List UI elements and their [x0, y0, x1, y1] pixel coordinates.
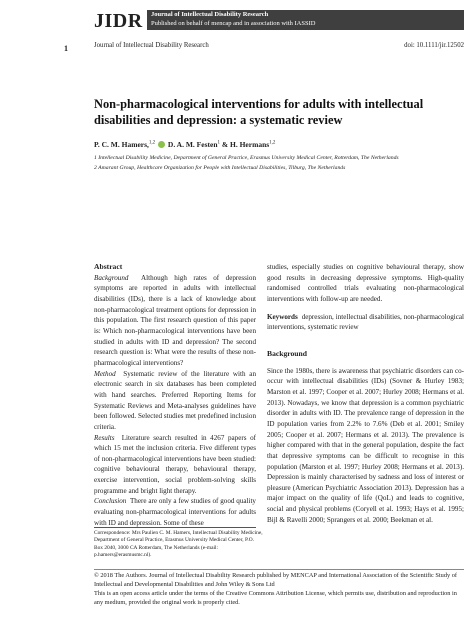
banner-publisher-line: Published on behalf of mencap and in association with IASSID	[151, 20, 316, 27]
abstract-label: Conclusion	[94, 497, 127, 506]
article-title: Non-pharmacological interventions for adults with intellectual disabilities and depression: a systematic review	[94, 97, 424, 127]
keywords-text: depression, intellectual disabilities, non-pharmacological interventions, systematic review	[267, 312, 464, 332]
keywords-label: Keywords	[267, 312, 298, 321]
background-text: Since the 1980s, there is awareness that psychiatric disorders can co-occur with intellectual disabilities (IDs) (Sovner & Hurley 1983; Marston et al. 1997; Cooper et al. 2007; Hurley 2008; Hermans et al. 2013). Nowadays, we know that depression is a common psychiatric disorder in adults with ID. The prevalence range of depression in the ID population varies from 2.2% to 7.6% (Deb et al. 2001; Smiley 2005; Cooper et al. 2007; Hermans et al. 2013). The prevalence is higher compared with that in the general population, despite the fact that depressive symptoms can be difficult to recognise in this population (Marston et al. 1997; Hurley 2008; Hermans et al. 2013). Depression is mainly characterised by sadness and loss of interest or pleasure (American Psychiatric Association 2013). Depression has a major impact on the quality of life (QoL) and leads to cognitive, social and physical problems (Coryell et al. 1993; Hays et al. 1995; Bijl & Ravelli 2000; Sprangers et al. 2000; Beekman et al.	[267, 366, 464, 524]
abstract-text: Literature search resulted in 4267 papers of which 15 met the inclusion criteria. Five different types of non-pharmacological interventions have been studied: cognitive behavioural therapy, behavioural therapy, exercise intervention, social problem-solving skills programme and bright light therapy.	[94, 433, 257, 495]
affiliation: 1 Intellectual Disability Medicine, Department of General Practice, Erasmus University Medical Center, Rotterdam, The Netherlands	[94, 155, 399, 161]
affiliation: 2 Amarant Group, Healthcare Organization for People with Intellectual Disabilities, Tilburg, The Netherlands	[94, 165, 346, 171]
author-name[interactable]: & H. Hermans	[221, 140, 270, 149]
journal-logo: JIDR	[94, 10, 143, 32]
abstract-results	[94, 433, 256, 497]
copyright-footer: © 2018 The Authors. Journal of Intellectual Disability Research published by MENCAP and International Association of the Scientific Study of Intellectual and Developmental Disabilities and John Wiley & Sons Ltd This is an open access article under the terms of the Creative Commons Attribution License, which permits use, distribution and reproduction in any medium, provided the original work is properly cited.	[94, 572, 457, 606]
divider	[94, 569, 464, 570]
right-column	[267, 262, 464, 525]
journal-banner	[147, 10, 464, 30]
abstract-text: Systematic review of the literature with an electronic search in six databases has been completed with hand searches. Preferred Reporting Items for Systematic Reviews and Meta-analyses guidelines have been followed. Selected studies met predefined inclusion criteria.	[94, 369, 256, 431]
orcid-icon[interactable]	[158, 141, 165, 148]
abstract-conclusion	[94, 496, 256, 528]
banner-journal-title: Journal of Intellectual Disability Research	[151, 11, 269, 18]
abstract-label: Method	[94, 369, 116, 378]
page-number: 1	[64, 44, 68, 53]
author-affiliation-mark: 1	[217, 140, 220, 146]
correspondence-note: Correspondence: Mrs Paulien C. M. Hamers, Intellectual Disability Medicine, Department of General Practice, Erasmus University Medical Center, P.O. Box 2040, 3000 CA Rotterdam, The Netherlands (e-mail: p.hamers@erasmusmc.nl).	[94, 530, 263, 558]
abstract-text: Although high rates of depression symptoms are reported in adults with intellectual disabilities (IDs), there is a lack of knowledge about non-pharmacological treatment options for depression in this population. The first research question of this paper is: Which non-pharmacological interventions have been studied in adults with ID and depression? The second research question is: What were the results of these non-pharmacological interventions?	[94, 273, 256, 367]
running-head-journal: Journal of Intellectual Disability Research	[94, 42, 209, 49]
abstract-text: There are only a few studies of good quality evaluating non-pharmacological interventions for adults with ID and depression. Some of these	[94, 497, 256, 527]
abstract-column	[94, 262, 256, 528]
keywords	[267, 312, 464, 333]
divider	[94, 527, 256, 528]
abstract-heading: Abstract	[94, 262, 123, 271]
abstract-method	[94, 369, 256, 433]
author-affiliation-mark: 1,2	[269, 140, 276, 146]
author-name[interactable]: D. A. M. Festen	[167, 140, 218, 149]
abstract-background	[94, 273, 256, 369]
abstract-continued: studies, especially studies on cognitive behavioural therapy, show good results in decreasing depressive symptoms. High-quality randomised controlled trials evaluating non-pharmacological interventions with follow-up are needed.	[267, 263, 464, 303]
author-affiliation-mark: 1,2	[148, 140, 156, 146]
abstract-label: Background	[94, 273, 129, 282]
author-name[interactable]: P. C. M. Hamers,	[94, 140, 149, 149]
author-list	[94, 140, 275, 149]
abstract-label: Results	[94, 433, 115, 442]
background-heading: Background	[267, 348, 307, 358]
doi-link[interactable]: doi: 10.1111/jir.12502	[404, 42, 464, 49]
